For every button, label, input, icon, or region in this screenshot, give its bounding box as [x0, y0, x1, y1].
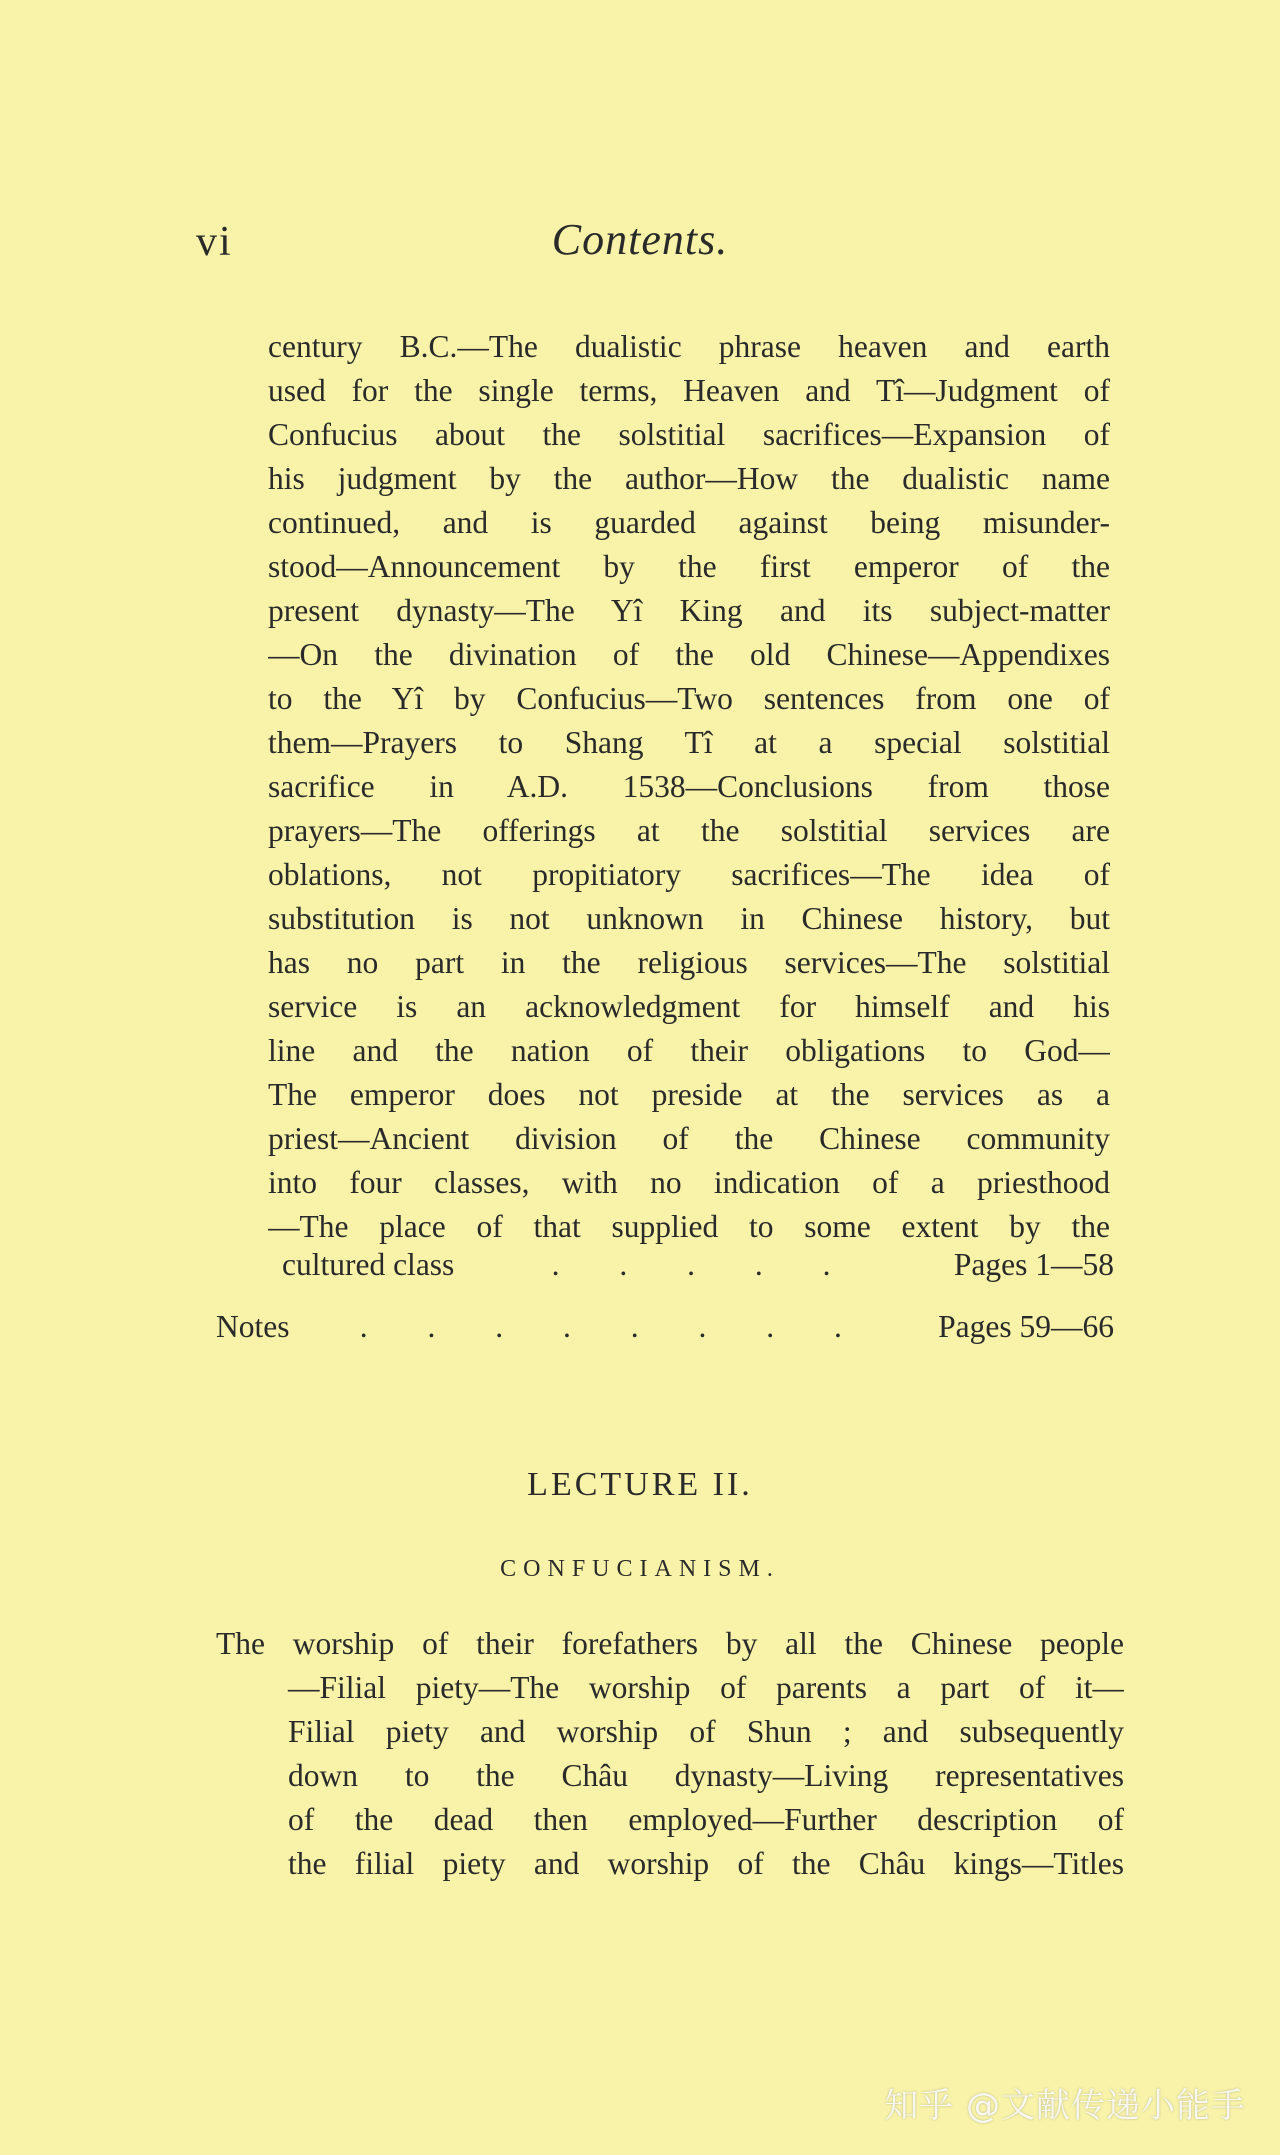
synopsis-line: prayers—The offerings at the solstitial services are — [268, 813, 1110, 848]
dot-leader: . . . . . . . . — [359, 1309, 868, 1344]
synopsis-line: down to the Châu dynasty—Living representatives — [288, 1758, 1124, 1793]
dot-leader: . . . . . — [551, 1247, 857, 1282]
synopsis-line: continued, and is guarded against being misunder- — [268, 505, 1110, 540]
synopsis-line: service is an acknowledgment for himself and his — [268, 989, 1110, 1024]
synopsis-line: The worship of their forefathers by all the Chinese people — [216, 1626, 1124, 1661]
toc-entry-notes — [216, 1305, 1114, 1349]
synopsis-line: oblations, not propitiatory sacrifices—The idea of — [268, 857, 1110, 892]
synopsis-line: The emperor does not preside at the services as a — [268, 1077, 1110, 1112]
synopsis-line: present dynasty—The Yî King and its subject-matter — [268, 593, 1110, 628]
synopsis-line: stood—Announcement by the first emperor of the — [268, 549, 1110, 584]
watermark: 知乎 @文献传递小能手 — [884, 2086, 1246, 2126]
synopsis-line: century B.C.—The dualistic phrase heaven and earth — [268, 329, 1110, 364]
synopsis-line: used for the single terms, Heaven and Tî—Judgment of — [268, 373, 1110, 408]
synopsis-line: has no part in the religious services—The solstitial — [268, 945, 1110, 980]
toc-entry-text: cultured class — [282, 1247, 455, 1282]
lecture-subheading: CONFUCIANISM. — [500, 1556, 780, 1582]
toc-entry-lecture-one-pages — [282, 1243, 1114, 1287]
lecture-one-synopsis — [268, 325, 1110, 1249]
synopsis-line: Confucius about the solstitial sacrifices—Expansion of — [268, 417, 1110, 452]
synopsis-line: priest—Ancient division of the Chinese community — [268, 1121, 1110, 1156]
synopsis-line: line and the nation of their obligations to God— — [268, 1033, 1110, 1068]
lecture-two-synopsis — [216, 1622, 1124, 1886]
synopsis-line: —Filial piety—The worship of parents a part of it— — [288, 1670, 1124, 1705]
synopsis-line: his judgment by the author—How the dualistic name — [268, 461, 1110, 496]
running-title: Contents. — [551, 215, 729, 264]
synopsis-line: to the Yî by Confucius—Two sentences from one of — [268, 681, 1110, 716]
synopsis-line: sacrifice in A.D. 1538—Conclusions from those — [268, 769, 1110, 804]
page-range: Pages 59—66 — [938, 1309, 1114, 1344]
synopsis-line: Filial piety and worship of Shun ; and subsequently — [288, 1714, 1124, 1749]
page-number: vi — [196, 219, 233, 265]
toc-entry-text: Notes — [216, 1309, 290, 1344]
page-range: Pages 1—58 — [953, 1247, 1114, 1282]
lecture-heading: LECTURE II. — [527, 1466, 753, 1503]
synopsis-line: —On the divination of the old Chinese—Appendixes — [268, 637, 1110, 672]
synopsis-line: them—Prayers to Shang Tî at a special solstitial — [268, 725, 1110, 760]
synopsis-line: of the dead then employed—Further description of — [288, 1802, 1124, 1837]
synopsis-line: the filial piety and worship of the Châu kings—Titles — [288, 1846, 1124, 1881]
synopsis-line: —The place of that supplied to some extent by the — [268, 1209, 1110, 1244]
synopsis-line: substitution is not unknown in Chinese history, but — [268, 901, 1110, 936]
synopsis-line: into four classes, with no indication of a priesthood — [268, 1165, 1110, 1200]
